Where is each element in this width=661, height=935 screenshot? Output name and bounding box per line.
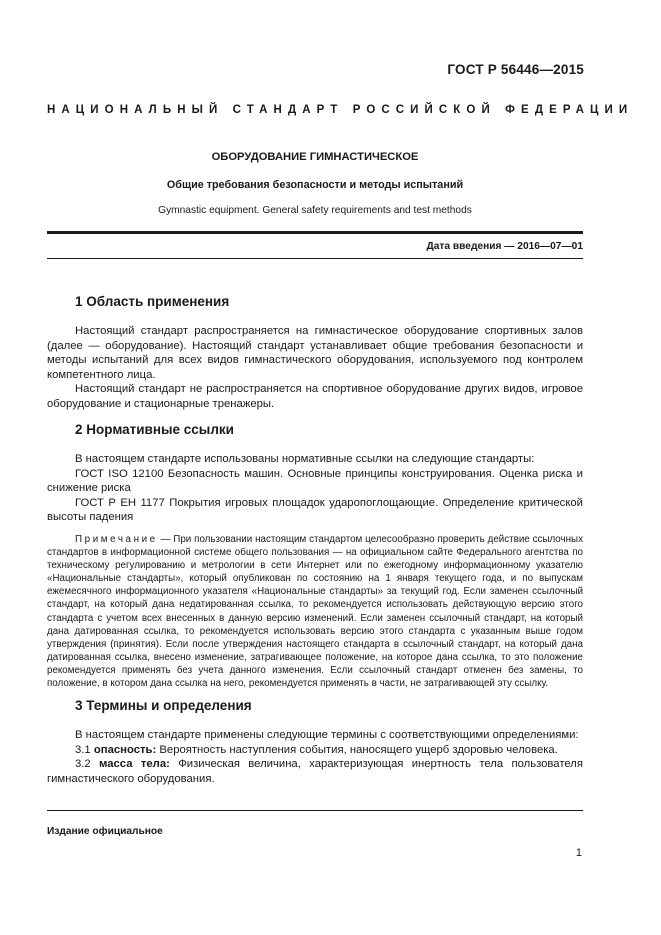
- term-name: опасность:: [93, 743, 157, 756]
- reference-item: ГОСТ ISO 12100 Безопасность машин. Основные принципы конструирования. Оценка риска и снижение риска: [47, 467, 583, 495]
- paragraph: Настоящий стандарт распространяется на гимнастическое оборудование спортивных залов (далее — оборудование). Настоящий стандарт устанавливает общие требования безопасности и методы испытаний для всех видов гимнастического оборудования, используемого под контролем компетентного лица.: [47, 325, 583, 381]
- term-definition: [47, 743, 583, 758]
- paragraph: В настоящем стандарте применены следующие термины с соответствующими определениями:: [75, 729, 579, 741]
- term-number: 3.2: [75, 758, 100, 771]
- official-edition-label: Издание официальное: [47, 826, 163, 837]
- section-heading: 3 Термины и определения: [75, 698, 252, 713]
- paragraph: Настоящий стандарт не распространяется на спортивное оборудование других видов, игровое оборудование и стационарные тренажеры.: [47, 383, 583, 410]
- gost-number: ГОСТ Р 56446—2015: [447, 62, 584, 77]
- term-name: масса тела:: [99, 758, 170, 771]
- term-definition: [47, 757, 583, 786]
- section-terms: [47, 698, 583, 786]
- section-heading: 2 Нормативные ссылки: [75, 422, 234, 437]
- effective-date: Дата введения — 2016—07—01: [426, 241, 583, 252]
- document-title: ОБОРУДОВАНИЕ ГИМНАСТИЧЕСКОЕ: [211, 151, 419, 163]
- term-text: Физическая величина, характеризующая инертность тела пользователя гимнастического оборудования.: [47, 758, 584, 785]
- term-text: Вероятность наступления события, наносящего ущерб здоровью человека.: [156, 743, 558, 756]
- document-subtitle: Общие требования безопасности и методы испытаний: [166, 179, 464, 191]
- note: [47, 533, 583, 690]
- document-title-english: Gymnastic equipment. General safety requirements and test methods: [158, 205, 472, 216]
- footer-divider: [47, 810, 583, 811]
- term-number: 3.1: [75, 743, 94, 756]
- section-scope: [47, 294, 583, 412]
- header-divider-thick: [47, 231, 583, 234]
- header-divider-thin: [47, 258, 583, 259]
- national-standard-heading: НАЦИОНАЛЬНЫЙ СТАНДАРТ РОССИЙСКОЙ ФЕДЕРАЦИИ: [47, 104, 634, 116]
- paragraph: В настоящем стандарте использованы нормативные ссылки на следующие стандарты:: [75, 453, 535, 465]
- section-heading: 1 Область применения: [75, 294, 230, 309]
- note-label: Примечание: [75, 533, 158, 545]
- page-number: 1: [575, 847, 582, 859]
- section-normative-references: [47, 422, 583, 690]
- note-text: — При пользовании настоящим стандартом целесообразно проверить действие ссылочных стандартов в информационной системе общего пользования — на официальном сайте Федерального агентства по техническому регулированию и метрологии в сети Интернет или по ежегодному информационному указателю «Национальные стандарты», который опубликован по состоянию на 1 января текущего года, и по выпускам ежемесячного информационного указателя «Национальные стандарты» за текущий год. Если заменен ссылочный стандарт, на который дана недатированная ссылка, то рекомендуется использовать действующую версию этого стандарта с учетом всех внесенных в данную версию изменений. Если заменен ссылочный стандарт, на который дана датированная ссылка, то рекомендуется использовать версию этого стандарта с указанным выше годом утверждения (принятия). Если после утверждения настоящего стандарта в ссылочный стандарт, на который дана датированная ссылка, внесено изменение, затрагивающее положение, на которое дана ссылка, то это положение рекомендуется применять без учета данного изменения. Если ссылочный стандарт отменен без замены, то положение, в котором дана ссылка на него, рекомендуется применять в части, не затрагивающей эту ссылку.: [47, 533, 583, 689]
- reference-item: ГОСТ Р ЕН 1177 Покрытия игровых площадок ударопоглощающие. Определение критической высоты падения: [47, 496, 583, 524]
